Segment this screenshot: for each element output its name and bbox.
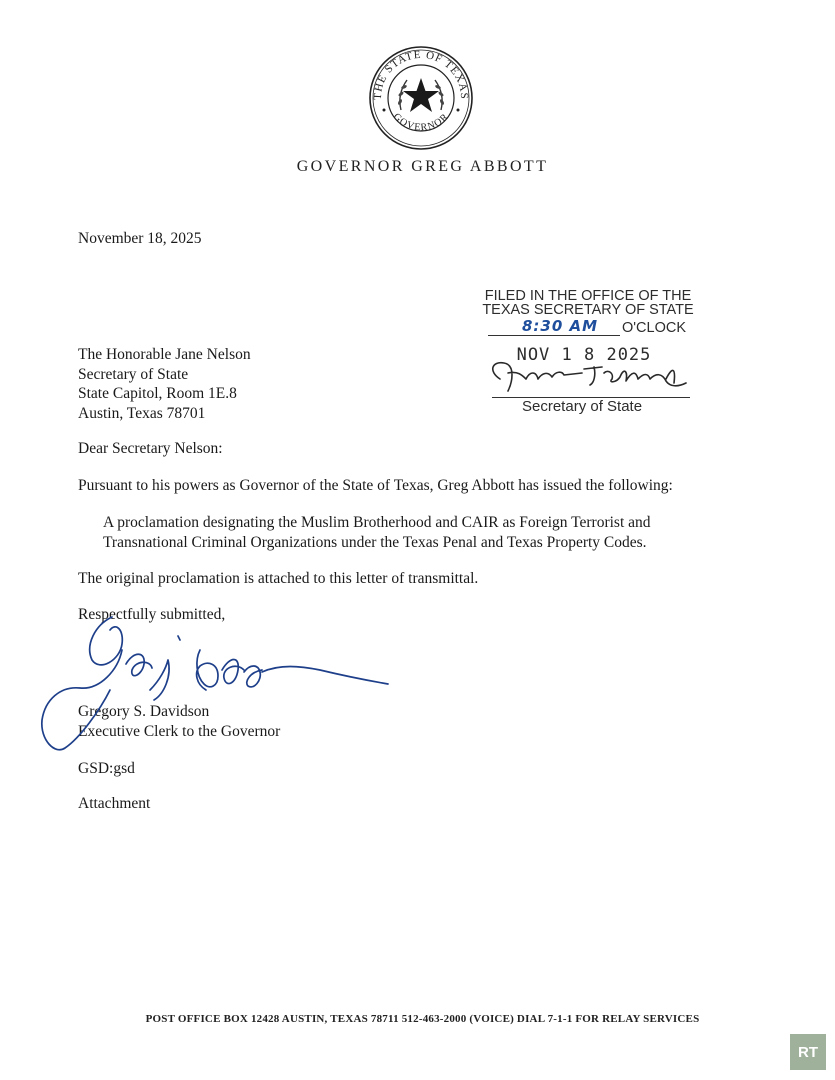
enclosure: Attachment (78, 795, 151, 812)
stamp-handwritten-time: 8:30 AM (521, 317, 599, 335)
paragraph-1: Pursuant to his powers as Governor of the State of Texas, Greg Abbott has issued the following: (78, 477, 673, 494)
recipient-building: State Capitol, Room 1E.8 (78, 385, 237, 402)
closing: Respectfully submitted, (78, 606, 226, 623)
rt-watermark-badge: RT (790, 1034, 826, 1070)
footer-address: POST OFFICE BOX 12428 AUSTIN, TEXAS 78711 512-463-2000 (VOICE) DIAL 7-1-1 FOR RELAY SERVICES (145, 1013, 700, 1025)
signer-block (78, 702, 280, 741)
filing-stamp (478, 287, 698, 417)
proclamation-line-1: A proclamation designating the Muslim Brotherhood and CAIR as Foreign Terrorist and (103, 514, 651, 531)
stamp-date: NOV 1 8 2025 (516, 345, 652, 365)
texas-governor-seal (367, 44, 475, 152)
proclamation-line-2: Transnational Criminal Organizations under the Texas Penal and Texas Property Codes. (103, 534, 647, 551)
recipient-address (78, 345, 251, 423)
stamp-secretary-title: Secretary of State (522, 398, 643, 415)
salutation: Dear Secretary Nelson: (78, 440, 223, 457)
initials: GSD:gsd (78, 760, 135, 777)
proclamation-description (103, 513, 651, 553)
letter-date: November 18, 2025 (78, 230, 202, 247)
signer-name: Gregory S. Davidson (78, 703, 210, 720)
signer-title: Executive Clerk to the Governor (78, 722, 281, 740)
stamp-oclock: O'CLOCK (622, 320, 687, 336)
svg-text:GOVERNOR: GOVERNOR (390, 111, 452, 134)
stamp-line-2: TEXAS SECRETARY OF STATE (482, 302, 694, 318)
paragraph-2: The original proclamation is attached to this letter of transmittal. (78, 570, 479, 587)
governor-title: GOVERNOR GREG ABBOTT (296, 158, 549, 175)
stamp-line-1: FILED IN THE OFFICE OF THE (484, 288, 692, 304)
recipient-city: Austin, Texas 78701 (78, 404, 206, 422)
svg-text:THE STATE OF TEXAS: THE STATE OF TEXAS (371, 48, 471, 101)
recipient-name: The Honorable Jane Nelson (78, 346, 251, 363)
recipient-title: Secretary of State (78, 365, 189, 383)
